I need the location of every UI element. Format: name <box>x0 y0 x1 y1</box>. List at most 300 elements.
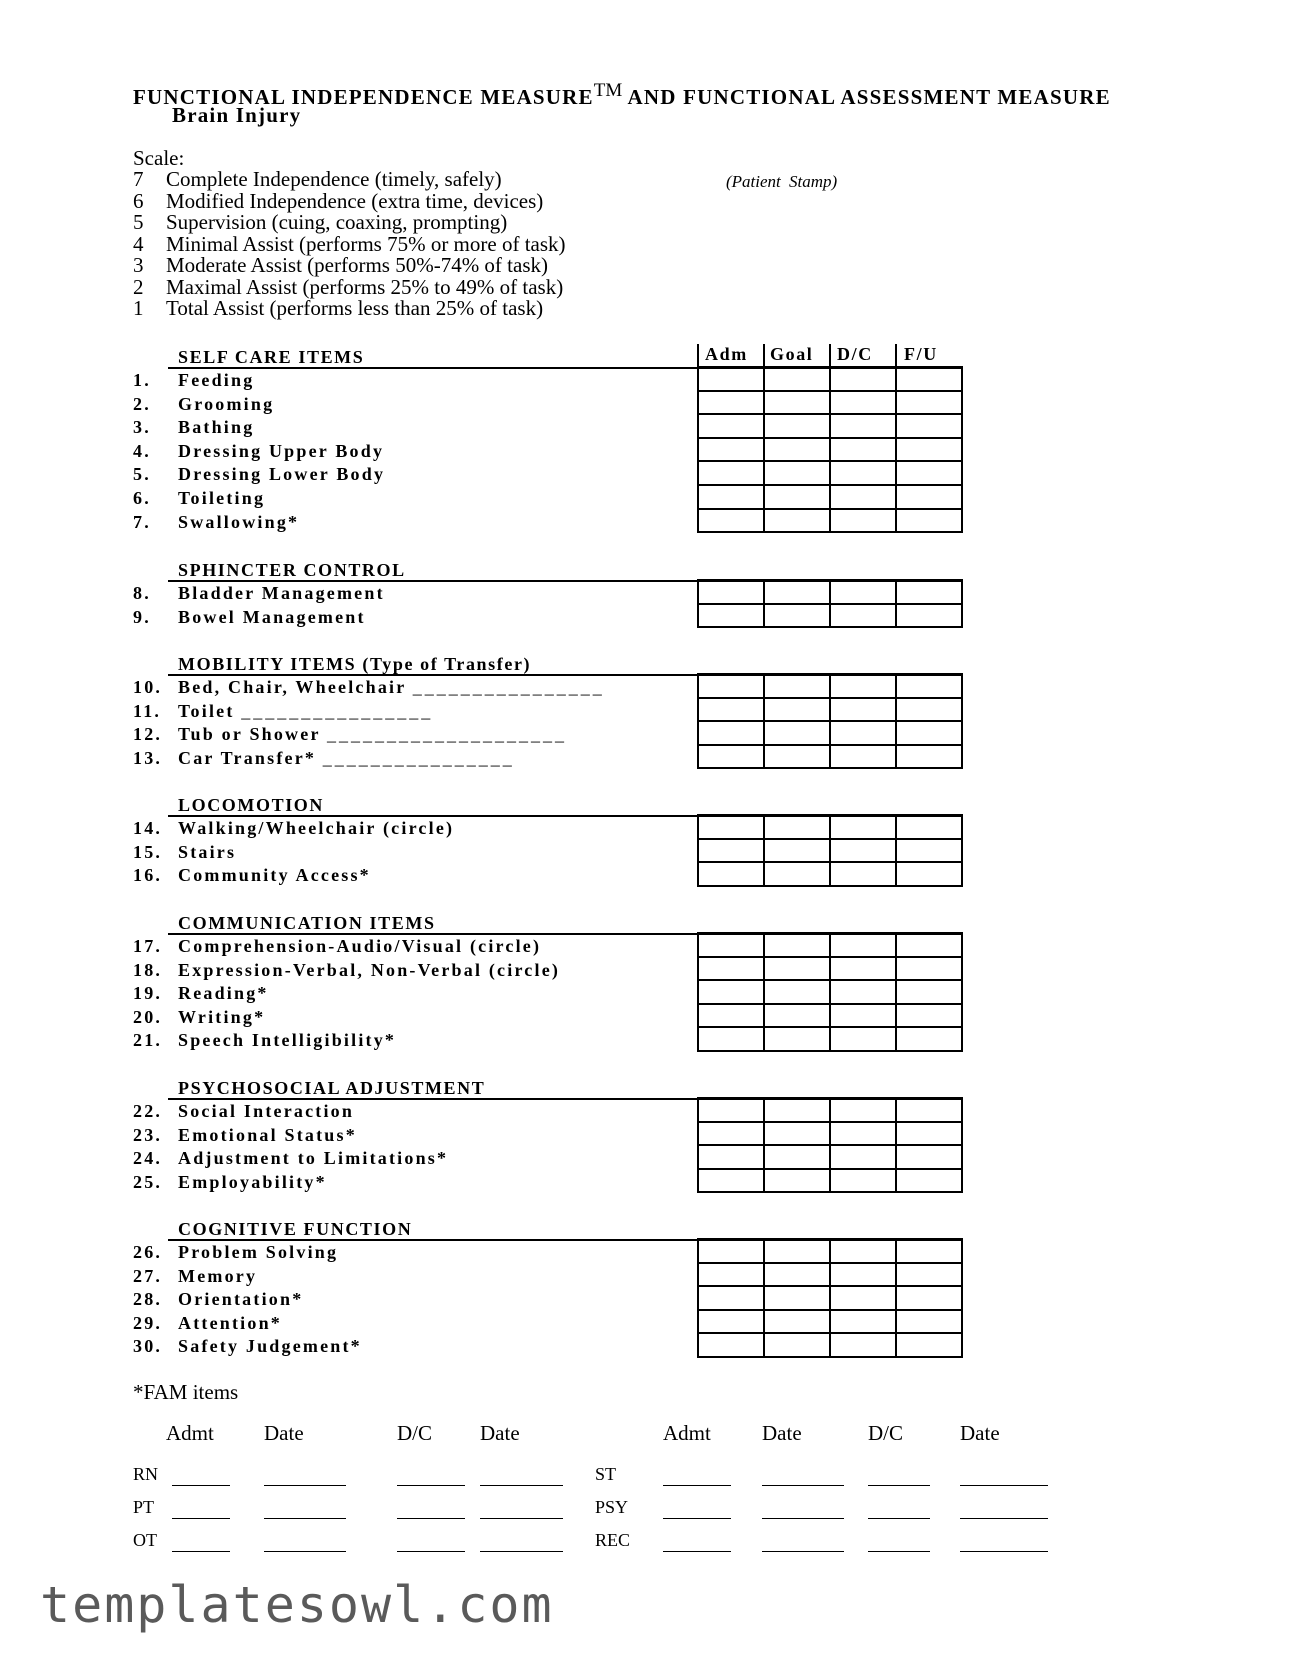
item-number: 21. <box>133 1030 163 1051</box>
signoff-blank[interactable] <box>960 1485 1048 1486</box>
score-cell-fu[interactable] <box>896 862 962 886</box>
score-cell-fu[interactable] <box>896 1145 962 1169</box>
item-number: 27. <box>133 1265 163 1286</box>
signoff-header: Admt <box>166 1421 214 1445</box>
trademark-mark: TM <box>593 80 623 101</box>
score-cell-fu[interactable] <box>896 698 962 722</box>
signoff-blank[interactable] <box>397 1518 465 1519</box>
score-cell-fu[interactable] <box>896 438 962 462</box>
score-cell-goal[interactable] <box>764 839 830 863</box>
column-header-fu: F/U <box>904 344 938 364</box>
section-title: COMMUNICATION ITEMS <box>178 913 436 933</box>
form-title-rest: AND FUNCTIONAL ASSESSMENT MEASURE <box>627 85 1111 109</box>
item-number: 16. <box>133 865 163 886</box>
score-row <box>698 1145 962 1169</box>
assessment-item <box>133 441 384 462</box>
score-cell-goal[interactable] <box>764 509 830 533</box>
item-number: 30. <box>133 1336 163 1357</box>
assessment-item <box>133 394 274 415</box>
score-cell-goal[interactable] <box>764 367 830 391</box>
score-cell-dc[interactable] <box>830 1122 896 1146</box>
score-cell-fu[interactable] <box>896 391 962 415</box>
assessment-item <box>133 370 254 391</box>
score-cell-goal[interactable] <box>764 391 830 415</box>
item-number: 1. <box>133 370 151 390</box>
signoff-blank[interactable] <box>663 1485 731 1486</box>
score-cell-adm[interactable] <box>698 1286 764 1310</box>
score-cell-adm[interactable] <box>698 745 764 769</box>
scale-level-number: 3 <box>133 253 144 277</box>
assessment-item <box>133 1030 396 1051</box>
scale-level-text: Total Assist (performs less than 25% of task) <box>166 296 544 320</box>
score-row <box>698 580 962 604</box>
signoff-role-rec: REC <box>595 1530 631 1550</box>
assessment-item <box>133 488 265 509</box>
assessment-item <box>133 1336 362 1357</box>
section-title: SPHINCTER CONTROL <box>178 560 406 580</box>
score-cell-goal[interactable] <box>764 438 830 462</box>
signoff-blank[interactable] <box>868 1518 930 1519</box>
score-cell-goal[interactable] <box>764 1169 830 1193</box>
score-cell-goal[interactable] <box>764 1310 830 1334</box>
item-number: 4. <box>133 440 151 461</box>
score-row <box>698 1286 962 1310</box>
column-divider <box>697 344 699 366</box>
score-cell-goal[interactable] <box>764 1333 830 1357</box>
score-cell-goal[interactable] <box>764 414 830 438</box>
score-cell-adm[interactable] <box>698 1263 764 1287</box>
assessment-item <box>133 748 515 769</box>
signoff-header: D/C <box>397 1421 433 1445</box>
column-header-adm: Adm <box>705 344 748 364</box>
watermark: templatesowl.com <box>40 1576 554 1634</box>
assessment-item <box>133 983 269 1004</box>
assessment-item <box>133 818 454 839</box>
signoff-blank[interactable] <box>172 1518 230 1519</box>
score-row <box>698 839 962 863</box>
score-cell-fu[interactable] <box>896 839 962 863</box>
assessment-item <box>133 865 371 886</box>
form-subtitle: Brain Injury <box>172 103 302 127</box>
scale-level-number: 1 <box>133 296 144 320</box>
item-label: Stairs <box>178 841 237 862</box>
score-row <box>698 698 962 722</box>
signoff-blank[interactable] <box>960 1551 1048 1552</box>
score-cell-fu[interactable] <box>896 957 962 981</box>
score-cell-goal[interactable] <box>764 815 830 839</box>
assessment-item <box>133 1266 257 1287</box>
score-cell-goal[interactable] <box>764 862 830 886</box>
score-cell-goal[interactable] <box>764 580 830 604</box>
signoff-header: Date <box>762 1421 802 1445</box>
item-label: Employability* <box>178 1171 327 1192</box>
transfer-type-blank[interactable]: ________________ <box>241 700 434 721</box>
item-number: 10. <box>133 677 163 697</box>
signoff-blank[interactable] <box>172 1551 230 1552</box>
score-cell-goal[interactable] <box>764 674 830 698</box>
signoff-blank[interactable] <box>868 1551 930 1552</box>
item-label: Feeding <box>178 370 255 390</box>
assessment-item <box>133 724 567 745</box>
score-cell-goal[interactable] <box>764 1122 830 1146</box>
score-row <box>698 367 962 391</box>
signoff-role-ot: OT <box>133 1530 157 1550</box>
score-row <box>698 391 962 415</box>
score-cell-goal[interactable] <box>764 1027 830 1051</box>
fam-footnote: *FAM items <box>133 1380 239 1404</box>
score-cell-dc[interactable] <box>830 1286 896 1310</box>
score-cell-adm[interactable] <box>698 721 764 745</box>
signoff-blank[interactable] <box>480 1518 563 1519</box>
score-cell-adm[interactable] <box>698 485 764 509</box>
signoff-header: Date <box>960 1421 1000 1445</box>
signoff-header: Date <box>264 1421 304 1445</box>
score-cell-adm[interactable] <box>698 1027 764 1051</box>
score-cell-goal[interactable] <box>764 957 830 981</box>
item-number: 8. <box>133 583 151 603</box>
assessment-item <box>133 936 541 957</box>
score-cell-goal[interactable] <box>764 485 830 509</box>
score-cell-dc[interactable] <box>830 1027 896 1051</box>
score-cell-fu[interactable] <box>896 721 962 745</box>
score-cell-dc[interactable] <box>830 957 896 981</box>
score-cell-fu[interactable] <box>896 485 962 509</box>
scale-level-number: 2 <box>133 274 144 299</box>
signoff-blank[interactable] <box>172 1485 230 1486</box>
scale-level-number: 6 <box>133 188 144 213</box>
score-row <box>698 604 962 628</box>
score-row <box>698 1239 962 1263</box>
score-cell-fu[interactable] <box>896 980 962 1004</box>
score-cell-goal[interactable] <box>764 1263 830 1287</box>
score-cell-goal[interactable] <box>764 933 830 957</box>
score-cell-fu[interactable] <box>896 367 962 391</box>
item-number: 20. <box>133 1006 163 1027</box>
score-cell-dc[interactable] <box>830 1145 896 1169</box>
assessment-item <box>133 1125 357 1146</box>
score-row <box>698 721 962 745</box>
assessment-item <box>133 417 254 438</box>
item-number: 14. <box>133 818 163 838</box>
item-label: Adjustment to Limitations* <box>178 1148 449 1169</box>
signoff-blank[interactable] <box>960 1518 1048 1519</box>
score-cell-dc[interactable] <box>830 721 896 745</box>
item-label: Attention* <box>178 1312 282 1333</box>
signoff-blank[interactable] <box>480 1485 563 1486</box>
item-number: 22. <box>133 1101 163 1121</box>
item-number: 17. <box>133 936 163 956</box>
score-row <box>698 1122 962 1146</box>
scale-level-number: 4 <box>133 231 144 256</box>
transfer-type-blank[interactable]: ________________ <box>412 677 605 697</box>
signoff-header: Admt <box>663 1421 711 1445</box>
score-cell-fu[interactable] <box>896 1004 962 1028</box>
item-label: Orientation* <box>178 1289 304 1310</box>
item-number: 7. <box>133 511 151 532</box>
item-number: 5. <box>133 464 151 485</box>
score-cell-dc[interactable] <box>830 367 896 391</box>
score-cell-adm[interactable] <box>698 461 764 485</box>
score-cell-adm[interactable] <box>698 957 764 981</box>
score-grid <box>697 932 963 1052</box>
score-cell-dc[interactable] <box>830 745 896 769</box>
score-cell-adm[interactable] <box>698 1004 764 1028</box>
signoff-blank[interactable] <box>762 1485 844 1486</box>
score-cell-dc[interactable] <box>830 1098 896 1122</box>
scale-level-text: Complete Independence (timely, safely) <box>166 167 502 191</box>
score-cell-adm[interactable] <box>698 580 764 604</box>
score-cell-adm[interactable] <box>698 839 764 863</box>
score-cell-adm[interactable] <box>698 1310 764 1334</box>
score-cell-dc[interactable] <box>830 698 896 722</box>
item-number: 6. <box>133 488 151 508</box>
score-cell-goal[interactable] <box>764 721 830 745</box>
score-cell-fu[interactable] <box>896 1239 962 1263</box>
score-cell-fu[interactable] <box>896 674 962 698</box>
score-cell-fu[interactable] <box>896 509 962 533</box>
score-cell-goal[interactable] <box>764 1098 830 1122</box>
column-divider <box>763 344 765 366</box>
score-cell-fu[interactable] <box>896 1310 962 1334</box>
score-cell-dc[interactable] <box>830 933 896 957</box>
item-label: Problem Solving <box>178 1242 339 1262</box>
score-row <box>698 745 962 769</box>
signoff-blank[interactable] <box>264 1485 346 1486</box>
score-cell-adm[interactable] <box>698 815 764 839</box>
score-cell-adm[interactable] <box>698 1239 764 1263</box>
item-number: 28. <box>133 1289 163 1310</box>
item-number: 25. <box>133 1171 163 1192</box>
scale-level-text: Minimal Assist (performs 75% or more of task) <box>166 231 566 256</box>
assessment-item <box>133 512 299 533</box>
score-grid <box>697 1238 963 1358</box>
item-label: Toilet <box>178 700 235 721</box>
signoff-blank[interactable] <box>762 1551 844 1552</box>
score-cell-adm[interactable] <box>698 1333 764 1357</box>
signoff-blank[interactable] <box>663 1551 731 1552</box>
item-label: Bowel Management <box>178 606 366 627</box>
form-title-main: FUNCTIONAL INDEPENDENCE MEASURE <box>133 85 594 109</box>
score-cell-fu[interactable] <box>896 1263 962 1287</box>
score-cell-dc[interactable] <box>830 391 896 415</box>
score-cell-fu[interactable] <box>896 1169 962 1193</box>
score-cell-dc[interactable] <box>830 485 896 509</box>
score-row <box>698 485 962 509</box>
score-cell-adm[interactable] <box>698 1122 764 1146</box>
item-number: 11. <box>133 700 162 721</box>
score-row <box>698 933 962 957</box>
score-cell-adm[interactable] <box>698 509 764 533</box>
signoff-role-rn: RN <box>133 1464 159 1484</box>
score-cell-dc[interactable] <box>830 1333 896 1357</box>
scale-level-number: 7 <box>133 167 144 191</box>
score-cell-fu[interactable] <box>896 933 962 957</box>
score-cell-dc[interactable] <box>830 438 896 462</box>
score-cell-dc[interactable] <box>830 1004 896 1028</box>
score-cell-dc[interactable] <box>830 461 896 485</box>
assessment-item <box>133 1148 448 1169</box>
signoff-blank[interactable] <box>397 1551 465 1552</box>
item-number: 29. <box>133 1312 163 1333</box>
signoff-blank[interactable] <box>397 1485 465 1486</box>
signoff-header: Date <box>480 1421 520 1445</box>
item-label: Car Transfer* <box>178 747 323 768</box>
item-label: Bed, Chair, Wheelchair <box>178 677 407 697</box>
score-row <box>698 1004 962 1028</box>
score-cell-adm[interactable] <box>698 933 764 957</box>
assessment-item <box>133 1242 338 1263</box>
score-row <box>698 1098 962 1122</box>
scale-label: Scale: <box>133 146 185 170</box>
score-grid <box>697 579 963 628</box>
score-cell-dc[interactable] <box>830 862 896 886</box>
score-grid <box>697 1097 963 1193</box>
score-cell-fu[interactable] <box>896 1122 962 1146</box>
signoff-blank[interactable] <box>663 1518 731 1519</box>
signoff-blank[interactable] <box>264 1518 346 1519</box>
signoff-blank[interactable] <box>868 1485 930 1486</box>
score-cell-adm[interactable] <box>698 674 764 698</box>
score-cell-adm[interactable] <box>698 980 764 1004</box>
item-number: 2. <box>133 393 151 414</box>
signoff-blank[interactable] <box>762 1518 844 1519</box>
score-cell-goal[interactable] <box>764 1286 830 1310</box>
score-cell-dc[interactable] <box>830 674 896 698</box>
score-row <box>698 1263 962 1287</box>
score-cell-dc[interactable] <box>830 980 896 1004</box>
score-cell-goal[interactable] <box>764 1145 830 1169</box>
score-row <box>698 509 962 533</box>
assessment-item <box>133 1289 303 1310</box>
score-cell-adm[interactable] <box>698 1098 764 1122</box>
item-label: Safety Judgement* <box>178 1336 362 1357</box>
score-cell-dc[interactable] <box>830 580 896 604</box>
section-title: SELF CARE ITEMS <box>178 347 365 367</box>
score-row <box>698 815 962 839</box>
signoff-role-pt: PT <box>133 1497 155 1517</box>
score-cell-dc[interactable] <box>830 1263 896 1287</box>
score-cell-adm[interactable] <box>698 1169 764 1193</box>
item-number: 3. <box>133 417 151 438</box>
score-cell-fu[interactable] <box>896 580 962 604</box>
signoff-blank[interactable] <box>264 1551 346 1552</box>
score-cell-fu[interactable] <box>896 1098 962 1122</box>
item-label: Reading* <box>178 983 269 1004</box>
section-title: PSYCHOSOCIAL ADJUSTMENT <box>178 1078 486 1098</box>
score-row <box>698 674 962 698</box>
scale-level-text: Maximal Assist (performs 25% to 49% of task) <box>166 274 564 299</box>
assessment-item <box>133 677 605 698</box>
score-cell-fu[interactable] <box>896 414 962 438</box>
score-cell-adm[interactable] <box>698 862 764 886</box>
item-label: Writing* <box>178 1006 266 1027</box>
transfer-type-blank[interactable]: ________________ <box>322 747 515 768</box>
signoff-blank[interactable] <box>480 1551 563 1552</box>
score-cell-goal[interactable] <box>764 1004 830 1028</box>
score-cell-fu[interactable] <box>896 1286 962 1310</box>
score-cell-adm[interactable] <box>698 367 764 391</box>
score-cell-goal[interactable] <box>764 745 830 769</box>
item-number: 13. <box>133 747 163 768</box>
score-grid <box>697 673 963 769</box>
score-cell-adm[interactable] <box>698 391 764 415</box>
column-header-goal: Goal <box>770 344 814 364</box>
column-divider <box>895 344 897 366</box>
signoff-role-psy: PSY <box>595 1497 629 1517</box>
score-cell-adm[interactable] <box>698 1145 764 1169</box>
score-cell-adm[interactable] <box>698 604 764 628</box>
score-cell-adm[interactable] <box>698 698 764 722</box>
score-cell-dc[interactable] <box>830 1239 896 1263</box>
score-cell-goal[interactable] <box>764 980 830 1004</box>
scale-level-text: Moderate Assist (performs 50%-74% of task) <box>166 253 548 277</box>
score-row <box>698 957 962 981</box>
score-cell-adm[interactable] <box>698 414 764 438</box>
assessment-item <box>133 960 560 981</box>
item-label: Tub or Shower <box>178 724 328 745</box>
score-cell-fu[interactable] <box>896 815 962 839</box>
item-label: Swallowing* <box>178 511 300 532</box>
score-cell-dc[interactable] <box>830 1310 896 1334</box>
item-label: Grooming <box>178 393 275 414</box>
score-cell-dc[interactable] <box>830 815 896 839</box>
scale-level-text: Modified Independence (extra time, devices) <box>166 188 544 213</box>
section-title: COGNITIVE FUNCTION <box>178 1219 413 1239</box>
score-cell-goal[interactable] <box>764 698 830 722</box>
score-row <box>698 438 962 462</box>
score-cell-fu[interactable] <box>896 1027 962 1051</box>
item-number: 26. <box>133 1242 163 1262</box>
score-cell-dc[interactable] <box>830 509 896 533</box>
assessment-item <box>133 464 385 485</box>
score-cell-dc[interactable] <box>830 604 896 628</box>
score-cell-goal[interactable] <box>764 461 830 485</box>
item-label: Comprehension-Audio/Visual (circle) <box>178 936 542 956</box>
item-number: 12. <box>133 724 163 745</box>
assessment-item <box>133 1007 265 1028</box>
item-label: Speech Intelligibility* <box>178 1030 397 1051</box>
column-divider <box>829 344 831 366</box>
item-number: 24. <box>133 1148 163 1169</box>
score-cell-fu[interactable] <box>896 604 962 628</box>
score-cell-goal[interactable] <box>764 604 830 628</box>
transfer-type-blank[interactable]: ____________________ <box>327 724 568 745</box>
score-row <box>698 1333 962 1357</box>
item-label: Bladder Management <box>178 583 385 603</box>
score-cell-fu[interactable] <box>896 461 962 485</box>
score-row <box>698 1310 962 1334</box>
score-cell-dc[interactable] <box>830 414 896 438</box>
item-number: 15. <box>133 841 163 862</box>
score-cell-fu[interactable] <box>896 1333 962 1357</box>
item-label: Walking/Wheelchair (circle) <box>178 818 455 838</box>
score-row <box>698 1169 962 1193</box>
item-label: Memory <box>178 1265 258 1286</box>
score-cell-fu[interactable] <box>896 745 962 769</box>
score-row <box>698 862 962 886</box>
score-cell-dc[interactable] <box>830 1169 896 1193</box>
score-cell-goal[interactable] <box>764 1239 830 1263</box>
patient-stamp-area: (Patient Stamp) <box>726 172 838 191</box>
score-cell-dc[interactable] <box>830 839 896 863</box>
assessment-item <box>133 607 366 628</box>
score-row <box>698 1027 962 1051</box>
section-title: LOCOMOTION <box>178 795 325 815</box>
column-header-dc: D/C <box>837 344 873 364</box>
score-cell-adm[interactable] <box>698 438 764 462</box>
score-row <box>698 461 962 485</box>
item-number: 9. <box>133 606 151 627</box>
